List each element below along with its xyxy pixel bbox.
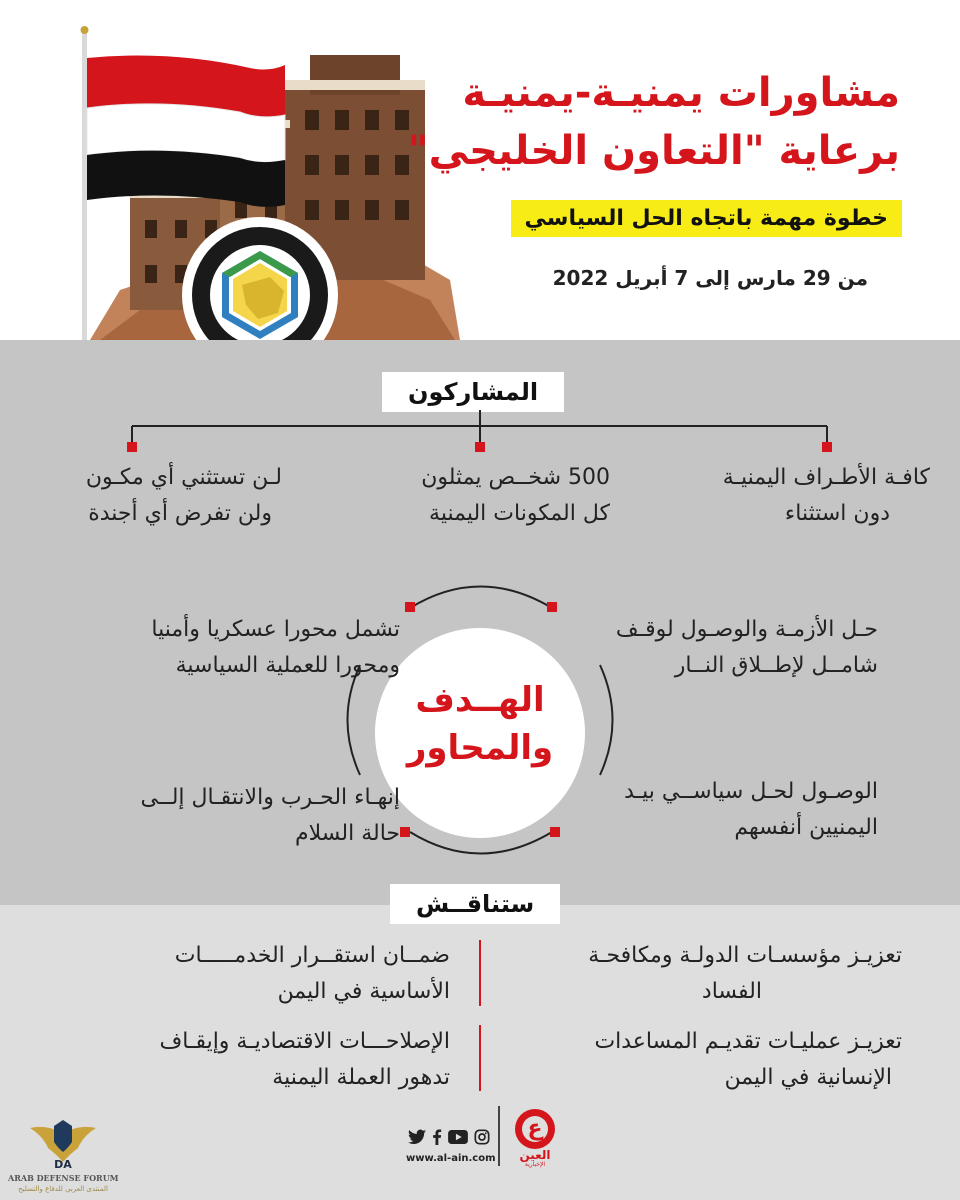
participants-dot: [127, 442, 137, 452]
discussion-line: الأساسية في اليمن: [277, 979, 450, 1004]
goals-center-line: الهــدف: [415, 680, 545, 720]
goal-item: [151, 612, 400, 684]
participant-item: [86, 460, 282, 532]
footer-divider: [498, 1106, 500, 1166]
subtitle-banner: خطوة مهمة باتجاه الحل السياسي: [511, 200, 902, 237]
participant-line: كافـة الأطـراف اليمنيـة: [722, 465, 930, 490]
watermark-line-1: ARAB DEFENSE FORUM: [8, 1173, 119, 1183]
participant-item: [421, 460, 610, 532]
goal-line: شامــل لإطــلاق النــار: [674, 653, 878, 678]
goal-item: [616, 612, 878, 684]
discussion-line: ضمــان استقــرار الخدمـــــات: [174, 943, 450, 968]
al-ain-logo-letter: ع: [527, 1116, 543, 1141]
discussion-divider: [479, 940, 481, 1006]
participant-line: لـن تستثني أي مكـون: [85, 465, 282, 490]
watermark-da: DA: [54, 1158, 72, 1171]
goals-center-title: [375, 676, 585, 772]
goals-dot: [400, 827, 410, 837]
facebook-icon[interactable]: [432, 1129, 442, 1145]
goal-line: تشمل محورا عسكريا وأمنيا: [151, 617, 400, 642]
goals-dot: [550, 827, 560, 837]
discussion-line: الإصلاحـــات الاقتصاديـة وإيقـاف: [159, 1029, 450, 1054]
yemen-flag-icon: [87, 56, 285, 207]
al-ain-brand-sub: الإخبارية: [524, 1161, 546, 1168]
discussion-line: تعزيـز عمليـات تقديـم المساعدات: [594, 1029, 902, 1054]
participants-label: المشاركون: [382, 372, 564, 412]
goal-line: إنهـاء الحـرب والانتقـال إلــى: [140, 785, 400, 810]
participant-line: كل المكونات اليمنية: [429, 501, 610, 526]
date-range: من 29 مارس إلى 7 أبريل 2022: [552, 266, 868, 290]
al-ain-logo-icon: [510, 1108, 560, 1168]
discussion-item: [175, 938, 450, 1010]
participant-line: دون استثناء: [784, 501, 890, 526]
discussion-line: تعزيـز مؤسسـات الدولـة ومكافحـة: [588, 943, 902, 968]
goal-line: ومحورا للعملية السياسية: [175, 653, 400, 678]
arab-defense-forum-logo-icon: [8, 1118, 118, 1198]
discussion-item: [588, 938, 902, 1010]
discussion-divider: [479, 1025, 481, 1091]
participant-line: ولن تفرض أي أجندة: [88, 501, 272, 526]
watermark-line-2: المنتدى العربي للدفاع والتسليح: [18, 1185, 108, 1193]
discussion-label: ستناقــش: [390, 884, 560, 924]
participants-connector: [0, 340, 960, 470]
al-ain-brand-name: العين: [519, 1148, 551, 1162]
goal-line: اليمنيين أنفسهم: [734, 815, 878, 840]
goal-item: [624, 774, 878, 846]
discussion-line: تدهور العملة اليمنية: [272, 1065, 450, 1090]
participant-item: [723, 460, 930, 532]
participants-dot: [822, 442, 832, 452]
title-line-1: مشاورات يمنيـة-يمنيـة: [462, 70, 900, 116]
goals-dot: [547, 602, 557, 612]
youtube-icon[interactable]: [448, 1130, 468, 1144]
instagram-icon[interactable]: [474, 1129, 490, 1145]
twitter-icon[interactable]: [408, 1129, 426, 1145]
website-link[interactable]: www.al-ain.com: [406, 1153, 496, 1164]
title-line-2: برعاية "التعاون الخليجي": [407, 128, 900, 174]
discussion-item: [159, 1024, 450, 1096]
discussion-item: [594, 1024, 902, 1096]
goal-line: حالة السلام: [295, 821, 400, 846]
goal-line: حـل الأزمـة والوصـول لوقـف: [615, 617, 878, 642]
participants-dot: [475, 442, 485, 452]
goal-line: الوصـول لحـل سياســي بيـد: [624, 779, 878, 804]
discussion-line: الإنسانية في اليمن: [724, 1065, 892, 1090]
header: [0, 0, 960, 340]
goal-item: [140, 780, 400, 852]
goals-dot: [405, 602, 415, 612]
participant-line: 500 شخــص يمثلون: [421, 465, 610, 490]
social-icons: [408, 1127, 492, 1147]
goals-center-line: والمحاور: [406, 728, 554, 768]
discussion-line: الفساد: [701, 979, 762, 1004]
